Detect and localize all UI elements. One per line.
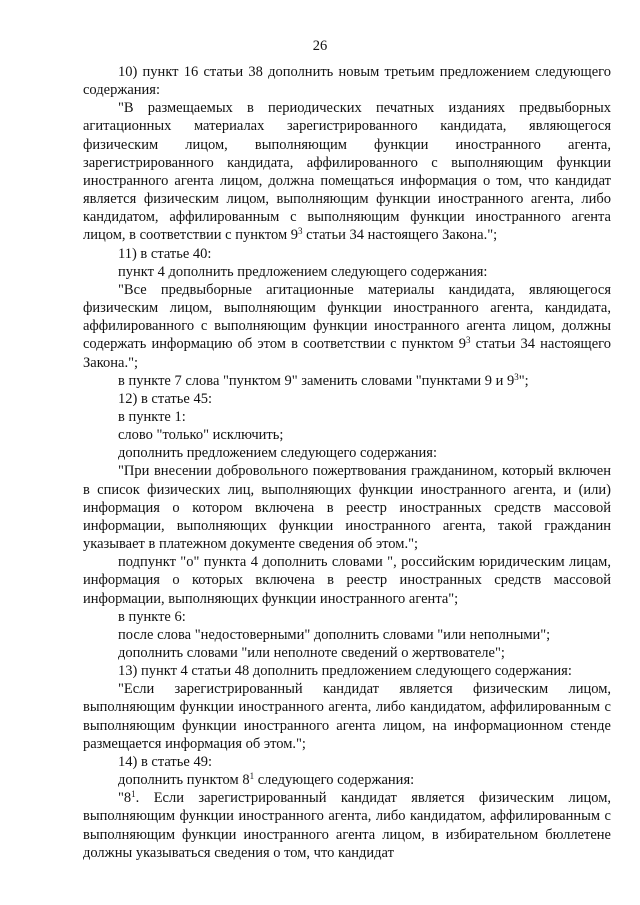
paragraph <box>83 680 611 753</box>
document-body <box>83 63 611 862</box>
paragraph <box>83 753 611 771</box>
paragraph <box>83 553 611 607</box>
paragraph <box>83 462 611 553</box>
superscript: 1 <box>249 771 255 782</box>
paragraph-text: в пункте 1: <box>118 408 186 425</box>
paragraph <box>83 662 611 680</box>
paragraph-text: . Если зарегистрированный кандидат является физическим лицом, выполняющим функции иностранного агента, либо кандидатом, аффилированным с выполняющим функции иностранного агента лицом, в избирательном бюллетене должны указываться сведения о том, что кандидат <box>83 790 611 861</box>
paragraph <box>83 408 611 426</box>
paragraph-text: дополнить пунктом 8 <box>118 772 250 789</box>
paragraph-text: "Если зарегистрированный кандидат является физическим лицом, выполняющим функции иностранного агента, либо кандидатом, аффилированным с выполняющим функции иностранного агента лицом, на информационном стенде размещается информация об этом."; <box>83 681 611 752</box>
paragraph-text: дополнить словами "или неполноте сведений о жертвователе"; <box>118 645 505 661</box>
paragraph-text: подпункт "о" пункта 4 дополнить словами ", российским юридическим лицам, информация о которых включена в реестр иностранных средств массовой информации, выполняющих функции иностранного агента"; <box>83 554 611 607</box>
paragraph-text: в пункте 6: <box>118 608 186 625</box>
paragraph-text: "8 <box>118 790 132 807</box>
superscript: 1 <box>131 789 136 800</box>
paragraph-text: "При внесении добровольного пожертвования гражданином, который включен в список физических лиц, выполняющих функции иностранного агента, и (или) информация о котором включена в реестр иностранных средств массовой информации, выполняющих функции иностранного агента, такой гражданин указывает в платежном документе сведения об этом."; <box>83 463 611 553</box>
paragraph <box>83 372 611 390</box>
paragraph-text: "В размещаемых в периодических печатных изданиях предвыборных агитационных материалах зарегистрированного кандидата, являющегося физическим лицом, выполняющим функции иностранного агента, зарегистрированного кандидата, аффилированного с выполняющим функции иностранного агента лицом, должна помещаться информация о том, что кандидат является физическим лицом, выполняющим функции иностранного агента, либо кандидатом, аффилированным с выполняющим функции иностранного агента лицом, в соответствии с пунктом 9 <box>83 100 611 244</box>
paragraph-text: 14) в статье 49: <box>118 753 212 770</box>
paragraph <box>83 263 611 281</box>
paragraph <box>83 789 611 862</box>
paragraph-text: 13) пункт 4 статьи 48 дополнить предложением следующего содержания: <box>118 663 572 680</box>
paragraph-text: пункт 4 дополнить предложением следующего содержания: <box>118 263 488 280</box>
paragraph-text: следующего содержания: <box>254 772 415 789</box>
paragraph <box>83 63 611 99</box>
paragraph <box>83 771 611 789</box>
paragraph-text: дополнить предложением следующего содержания: <box>118 445 437 462</box>
paragraph-text: 11) в статье 40: <box>118 245 212 262</box>
paragraph-text: статьи 34 настоящего Закона."; <box>302 227 498 244</box>
paragraph <box>83 245 611 263</box>
paragraph <box>83 281 611 372</box>
paragraph-text: 10) пункт 16 статьи 38 дополнить новым третьим предложением следующего содержания: <box>83 64 611 99</box>
paragraph <box>83 644 611 662</box>
paragraph-text: после слова "недостоверными" дополнить словами "или неполными"; <box>118 626 551 643</box>
paragraph-text: слово "только" исключить; <box>118 427 284 444</box>
paragraph-text: "Все предвыборные агитационные материалы кандидата, являющегося физическим лицом, выполняющим функции иностранного агента, кандидата, аффилированного с выполняющим функции иностранного агента лицом, должны содержать информацию об этом в соответствии с пунктом 9 <box>83 281 611 353</box>
paragraph <box>83 444 611 462</box>
superscript: 3 <box>514 371 519 382</box>
paragraph <box>83 626 611 644</box>
paragraph-text: статьи 34 настоящего Закона."; <box>83 336 611 371</box>
paragraph-text: "; <box>518 372 529 389</box>
superscript: 3 <box>466 335 471 346</box>
paragraph-text: 12) в статье 45: <box>118 390 212 407</box>
superscript: 3 <box>298 226 303 237</box>
paragraph-text: в пункте 7 слова "пунктом 9" заменить словами "пунктами 9 и 9 <box>118 372 515 389</box>
paragraph <box>83 608 611 626</box>
paragraph <box>83 99 611 244</box>
page-number: 26 <box>312 38 328 54</box>
paragraph <box>83 426 611 444</box>
paragraph <box>83 390 611 408</box>
